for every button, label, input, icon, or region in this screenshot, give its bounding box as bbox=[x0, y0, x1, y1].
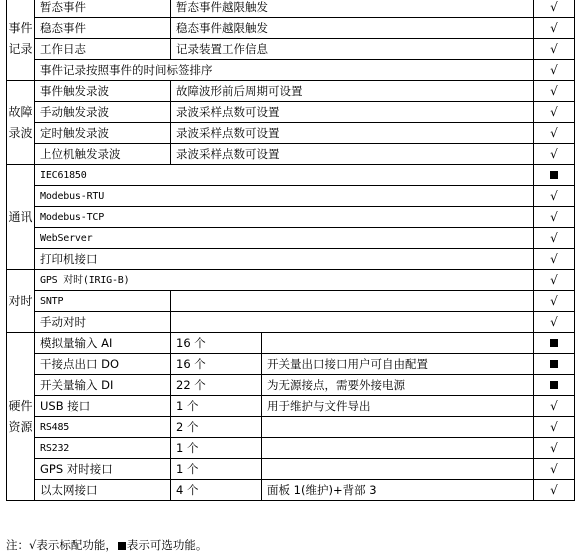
support-mark-cell bbox=[534, 249, 575, 270]
check-mark-icon: √ bbox=[550, 62, 558, 77]
feature-name-cell: 手动对时 bbox=[35, 312, 171, 333]
filled-square-icon bbox=[118, 542, 126, 550]
quantity-cell: 16 个 bbox=[171, 354, 262, 375]
table-row bbox=[7, 60, 575, 81]
category-cell: 通讯 bbox=[7, 165, 35, 270]
quantity-cell: 1 个 bbox=[171, 396, 262, 417]
check-mark-icon: √ bbox=[550, 440, 558, 455]
table-row bbox=[7, 291, 575, 312]
feature-name-cell: GPS 对时接口 bbox=[35, 459, 171, 480]
support-mark-cell bbox=[534, 186, 575, 207]
description-cell: 稳态事件越限触发 bbox=[171, 18, 534, 39]
support-mark-cell bbox=[534, 270, 575, 291]
feature-table-body bbox=[7, 0, 575, 501]
check-mark-icon: √ bbox=[550, 188, 558, 203]
note-cell: 面板 1(维护)+背部 3 bbox=[262, 480, 534, 501]
support-mark-cell bbox=[534, 144, 575, 165]
feature-name-cell: 事件记录按照事件的时间标签排序 bbox=[35, 60, 534, 81]
table-row bbox=[7, 375, 575, 396]
feature-name-cell: 以太网接口 bbox=[35, 480, 171, 501]
support-mark-cell bbox=[534, 291, 575, 312]
table-row bbox=[7, 312, 575, 333]
feature-name-cell: 暂态事件 bbox=[35, 0, 171, 18]
feature-name-cell: 开关量输入 DI bbox=[35, 375, 171, 396]
check-mark-icon: √ bbox=[550, 482, 558, 497]
support-mark-cell bbox=[534, 207, 575, 228]
note-cell bbox=[262, 417, 534, 438]
note-cell bbox=[262, 333, 534, 354]
quantity-cell: 22 个 bbox=[171, 375, 262, 396]
table-row bbox=[7, 228, 575, 249]
check-mark-icon: √ bbox=[550, 209, 558, 224]
feature-name-cell: IEC61850 bbox=[35, 165, 534, 186]
table-row bbox=[7, 144, 575, 165]
feature-name-cell: USB 接口 bbox=[35, 396, 171, 417]
description-cell bbox=[171, 291, 534, 312]
feature-name-cell: Modebus-RTU bbox=[35, 186, 534, 207]
support-mark-cell bbox=[534, 438, 575, 459]
table-row bbox=[7, 39, 575, 60]
support-mark-cell bbox=[534, 228, 575, 249]
quantity-cell: 16 个 bbox=[171, 333, 262, 354]
check-mark-icon: √ bbox=[550, 125, 558, 140]
check-mark-icon: √ bbox=[550, 461, 558, 476]
note-cell bbox=[262, 459, 534, 480]
support-mark-cell bbox=[534, 123, 575, 144]
feature-name-cell: 稳态事件 bbox=[35, 18, 171, 39]
quantity-cell: 1 个 bbox=[171, 459, 262, 480]
category-cell: 故障录波 bbox=[7, 81, 35, 165]
note-check-text: 表示标配功能， bbox=[36, 538, 117, 552]
support-mark-cell bbox=[534, 375, 575, 396]
check-mark-icon: √ bbox=[550, 272, 558, 287]
check-mark-icon: √ bbox=[550, 41, 558, 56]
description-cell: 录波采样点数可设置 bbox=[171, 144, 534, 165]
feature-name-cell: 上位机触发录波 bbox=[35, 144, 171, 165]
feature-name-cell: 工作日志 bbox=[35, 39, 171, 60]
support-mark-cell bbox=[534, 165, 575, 186]
table-row bbox=[7, 249, 575, 270]
feature-name-cell: RS232 bbox=[35, 438, 171, 459]
feature-name-cell: 定时触发录波 bbox=[35, 123, 171, 144]
note-cell: 用于维护与文件导出 bbox=[262, 396, 534, 417]
legend-note bbox=[6, 537, 207, 553]
feature-name-cell: 打印机接口 bbox=[35, 249, 534, 270]
table-row bbox=[7, 0, 575, 18]
check-mark-icon: √ bbox=[550, 419, 558, 434]
filled-square-icon bbox=[550, 171, 558, 179]
table-row bbox=[7, 333, 575, 354]
description-cell: 故障波形前后周期可设置 bbox=[171, 81, 534, 102]
feature-name-cell: WebServer bbox=[35, 228, 534, 249]
quantity-cell: 2 个 bbox=[171, 417, 262, 438]
feature-table bbox=[6, 0, 575, 501]
description-cell: 录波采样点数可设置 bbox=[171, 123, 534, 144]
table-row bbox=[7, 459, 575, 480]
check-mark-icon: √ bbox=[550, 230, 558, 245]
table-row bbox=[7, 207, 575, 228]
support-mark-cell bbox=[534, 459, 575, 480]
support-mark-cell bbox=[534, 312, 575, 333]
filled-square-icon bbox=[550, 381, 558, 389]
table-row bbox=[7, 102, 575, 123]
check-mark-icon: √ bbox=[550, 0, 558, 14]
description-cell: 录波采样点数可设置 bbox=[171, 102, 534, 123]
quantity-cell: 4 个 bbox=[171, 480, 262, 501]
note-cell: 为无源接点，需要外接电源 bbox=[262, 375, 534, 396]
note-square-text: 表示可选功能。 bbox=[126, 538, 208, 552]
table-row bbox=[7, 186, 575, 207]
check-mark-icon: √ bbox=[550, 83, 558, 98]
check-mark-icon: √ bbox=[550, 293, 558, 308]
support-mark-cell bbox=[534, 480, 575, 501]
quantity-cell: 1 个 bbox=[171, 438, 262, 459]
check-mark-icon: √ bbox=[550, 398, 558, 413]
check-mark-icon: √ bbox=[550, 314, 558, 329]
support-mark-cell bbox=[534, 18, 575, 39]
table-row bbox=[7, 18, 575, 39]
table-row bbox=[7, 396, 575, 417]
support-mark-cell bbox=[534, 396, 575, 417]
filled-square-icon bbox=[550, 339, 558, 347]
support-mark-cell bbox=[534, 60, 575, 81]
table-row bbox=[7, 480, 575, 501]
support-mark-cell bbox=[534, 417, 575, 438]
note-prefix: 注： bbox=[6, 538, 29, 552]
check-mark-icon: √ bbox=[550, 20, 558, 35]
support-mark-cell bbox=[534, 102, 575, 123]
table-row bbox=[7, 438, 575, 459]
category-cell: 事件记录 bbox=[7, 0, 35, 81]
category-cell: 硬件资源 bbox=[7, 333, 35, 501]
description-cell bbox=[171, 312, 534, 333]
check-mark-icon: √ bbox=[550, 251, 558, 266]
feature-name-cell: 手动触发录波 bbox=[35, 102, 171, 123]
filled-square-icon bbox=[550, 360, 558, 368]
table-row bbox=[7, 270, 575, 291]
note-cell: 开关量出口接口用户可自由配置 bbox=[262, 354, 534, 375]
feature-name-cell: 事件触发录波 bbox=[35, 81, 171, 102]
note-cell bbox=[262, 438, 534, 459]
feature-name-cell: 干接点出口 DO bbox=[35, 354, 171, 375]
table-row bbox=[7, 417, 575, 438]
feature-name-cell: GPS 对时(IRIG-B) bbox=[35, 270, 534, 291]
table-row bbox=[7, 81, 575, 102]
support-mark-cell bbox=[534, 39, 575, 60]
feature-name-cell: 模拟量输入 AI bbox=[35, 333, 171, 354]
check-mark-icon: √ bbox=[29, 538, 37, 552]
table-row bbox=[7, 354, 575, 375]
category-cell: 对时 bbox=[7, 270, 35, 333]
feature-name-cell: RS485 bbox=[35, 417, 171, 438]
support-mark-cell bbox=[534, 0, 575, 18]
feature-name-cell: SNTP bbox=[35, 291, 171, 312]
table-row bbox=[7, 165, 575, 186]
check-mark-icon: √ bbox=[550, 146, 558, 161]
support-mark-cell bbox=[534, 81, 575, 102]
description-cell: 暂态事件越限触发 bbox=[171, 0, 534, 18]
table-row bbox=[7, 123, 575, 144]
feature-name-cell: Modebus-TCP bbox=[35, 207, 534, 228]
support-mark-cell bbox=[534, 354, 575, 375]
description-cell: 记录装置工作信息 bbox=[171, 39, 534, 60]
check-mark-icon: √ bbox=[550, 104, 558, 119]
support-mark-cell bbox=[534, 333, 575, 354]
